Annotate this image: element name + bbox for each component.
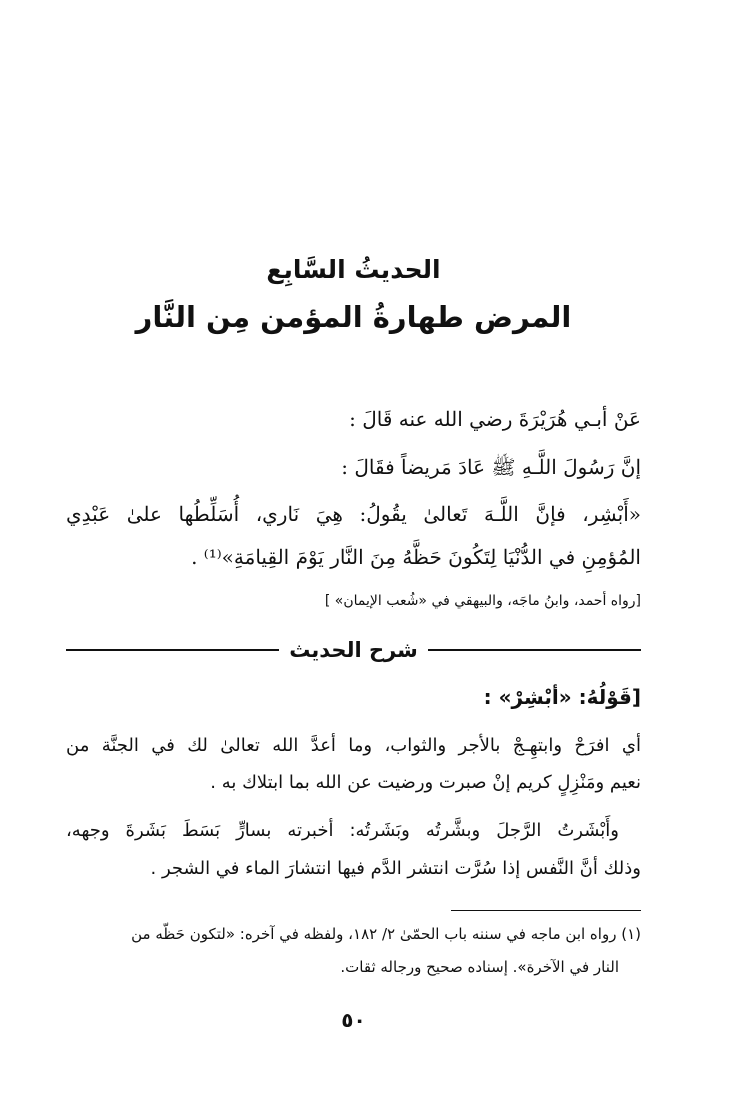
hadith-reference: [رواه أحمد، وابنُ ماجَه، والبيهقي في «شُعب الإيمان» ] [324, 593, 641, 609]
footnote-line-1: (١) رواه ابن ماجه في سننه باب الحمّىٰ ٢/ ١٨٢، ولفظه في آخره: «لتكون حَظّه من [131, 925, 641, 943]
sharh-paragraph-2-line-2: وذلك أنَّ النَّفس إذا سُرَّت انتشر الدَّم فيها انتشارَ الماء في الشجر . [150, 858, 641, 879]
hadith-text-line-1: عَنْ أبـي هُرَيْرَةَ رضي الله عنه قَالَ : [349, 407, 641, 431]
sharh-qawluhu: [قَوْلُهُ: «أبْشِرْ» : [483, 685, 641, 709]
page-number: ٥٠ [341, 1008, 366, 1032]
right-rule [428, 649, 641, 651]
sharh-paragraph-1-line-2: نعيم ومَنْزِلٍ كريم إنْ صبرت ورضيت عن الله بما ابتلاك به . [210, 772, 641, 793]
hadith-number-title: الحديثُ السَّابِع [266, 255, 441, 284]
left-rule [66, 649, 279, 651]
sharh-paragraph-2-line-1: وأَبْشَرتُ الرَّجلَ وبشَّرتُه وبَشَرتُه: أخبرته بسارٍّ بَسَطَ بَشَرةَ وجهه، [66, 820, 619, 841]
footnote-line-2: النار في الآخرة». إسناده صحيح ورجاله ثقات. [340, 958, 619, 976]
book-page [66, 0, 641, 1102]
hadith-text-line-2: إنَّ رَسُولَ اللَّـهِ ﷺ عَادَ مَريضاً فقَالَ : [341, 455, 641, 479]
hadith-text-line-3: «أَبْشِر، فإنَّ اللَّـهَ تَعالىٰ يقُولُ: هِيَ نَاري، أُسَلِّطُها علىٰ عَبْدِي [66, 502, 641, 526]
sharh-heading-row [66, 630, 641, 670]
sharh-paragraph-1-line-1: أي افرَحْ وابتهِـجْ بالأجر والثواب، وما أعدَّ الله تعالىٰ لك في الجنَّة من [66, 735, 641, 756]
sharh-title: شرح الحديث [289, 638, 418, 662]
footnote-divider [451, 910, 641, 911]
hadith-text-line-4: المُؤمِنِ في الدُّنْيَا لِتَكُونَ حَظَّهُ مِنَ النَّار يَوْمَ القِيامَةِ»⁽¹⁾ . [191, 545, 641, 569]
hadith-subject-title: المرض طهارةُ المؤمن مِن النَّار [135, 300, 572, 334]
